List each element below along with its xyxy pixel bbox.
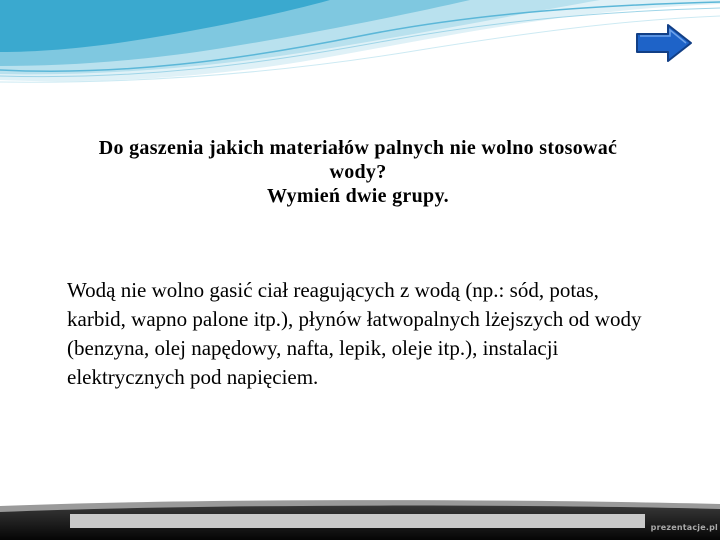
footer-watermark: prezentacje.pl <box>650 523 718 532</box>
question-line: Wymień dwie grupy. <box>267 185 449 207</box>
question-line: wody? <box>329 161 387 183</box>
arrow-right-icon <box>634 22 694 64</box>
answer-text: Wodą nie wolno gasić ciał reagujących z wodą (np.: sód, potas, karbid, wapno palone itp.), płynów łatwopalnych lżejszych od wody (benzyna, olej napędowy, nafta, lepik, oleje itp.), instalacji elektrycznych pod napięciem. <box>67 278 642 389</box>
question-text <box>48 136 668 208</box>
question-line: Do gaszenia jakich materiałów palnych nie wolno stosować <box>98 137 618 159</box>
header-wave-decoration <box>0 0 720 84</box>
next-slide-button[interactable] <box>634 22 694 64</box>
slide-progress-bar <box>70 514 645 528</box>
